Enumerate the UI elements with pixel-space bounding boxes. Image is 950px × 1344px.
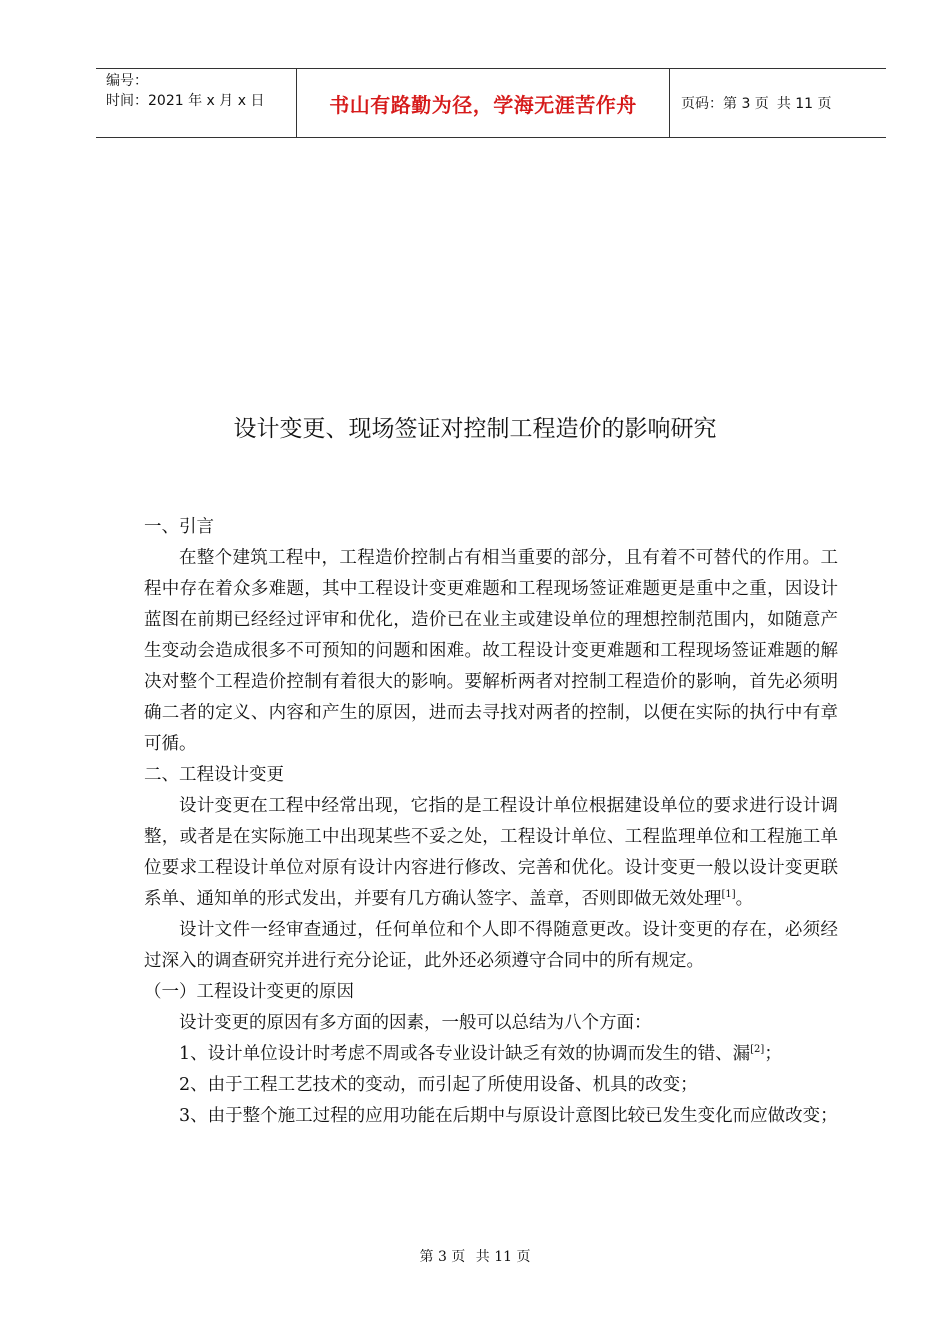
section1-paragraph: 在整个建筑工程中，工程造价控制占有相当重要的部分，且有着不可替代的作用。工程中存在着众多难题，其中工程设计变更难题和工程现场签证难题更是重中之重，因设计蓝图在前期已经经过评审和优化，造价已在业主或建设单位的理想控制范围内，如随意产生变动会造成很多不可预知的问题和困难。故工程设计变更难题和工程现场签证难题的解决对整个工程造价控制有着很大的影响。要解析两者对控制工程造价的影响，首先必须明确二者的定义、内容和产生的原因，进而去寻找对两者的控制，以便在实际的执行中有章可循。	[144, 548, 838, 754]
section1-heading: 一、引言	[144, 517, 214, 537]
footer-total-pages: 共 11 页	[475, 1249, 531, 1265]
header-left-cell	[96, 69, 296, 137]
list-item-3: 3、由于整个施工过程的应用功能在后期中与原设计意图比较已发生变化而应做改变；	[179, 1106, 838, 1126]
document-time-label: 时间：2021 年 x 月 x 日	[106, 93, 265, 109]
document-body	[144, 512, 838, 1132]
header-page-cell	[669, 69, 898, 137]
footer-page-number: 第 3 页	[419, 1249, 466, 1265]
citation-1: [1]	[721, 889, 736, 901]
section2-paragraph-1-text: 设计变更在工程中经常出现，它指的是工程设计单位根据建设单位的要求进行设计调整，或者是在实际施工中出现某些不妥之处，工程设计单位、工程监理单位和工程施工单位要求工程设计单位对原有设计内容进行修改、完善和优化。设计变更一般以设计变更联系单、通知单的形式发出，并要有几方确认签字、盖章，否则即做无效处理	[144, 796, 838, 909]
header-motto: 书山有路勤为径，学海无涯苦作舟	[329, 92, 637, 117]
citation-2: [2]	[750, 1044, 765, 1056]
header-motto-cell	[296, 69, 670, 137]
header-page-label: 页码：第 3 页	[681, 96, 769, 112]
list-item-1-text: 1、设计单位设计时考虑不周或各专业设计缺乏有效的协调而发生的错、漏	[179, 1044, 751, 1064]
subsection1-heading: （一）工程设计变更的原因	[144, 982, 354, 1002]
page-footer	[0, 1246, 950, 1266]
header-total-label: 共 11 页	[776, 96, 832, 112]
list-item-1-end: ；	[764, 1044, 782, 1064]
subsection1-intro: 设计变更的原因有多方面的因素，一般可以总结为八个方面：	[179, 1013, 652, 1033]
list-item-1	[144, 1039, 838, 1070]
page-header	[96, 68, 886, 138]
document-number-label: 编号：	[106, 73, 148, 89]
document-title: 设计变更、现场签证对控制工程造价的影响研究	[233, 416, 717, 442]
section2-paragraph-1	[144, 791, 838, 915]
section2-heading: 二、工程设计变更	[144, 765, 284, 785]
section2-paragraph-1-end: 。	[735, 889, 754, 909]
section2-paragraph-2: 设计文件一经审查通过，任何单位和个人即不得随意更改。设计变更的存在，必须经过深入的调查研究并进行充分论证，此外还必须遵守合同中的所有规定。	[144, 920, 838, 971]
list-item-2: 2、由于工程工艺技术的变动，而引起了所使用设备、机具的改变；	[179, 1075, 698, 1095]
